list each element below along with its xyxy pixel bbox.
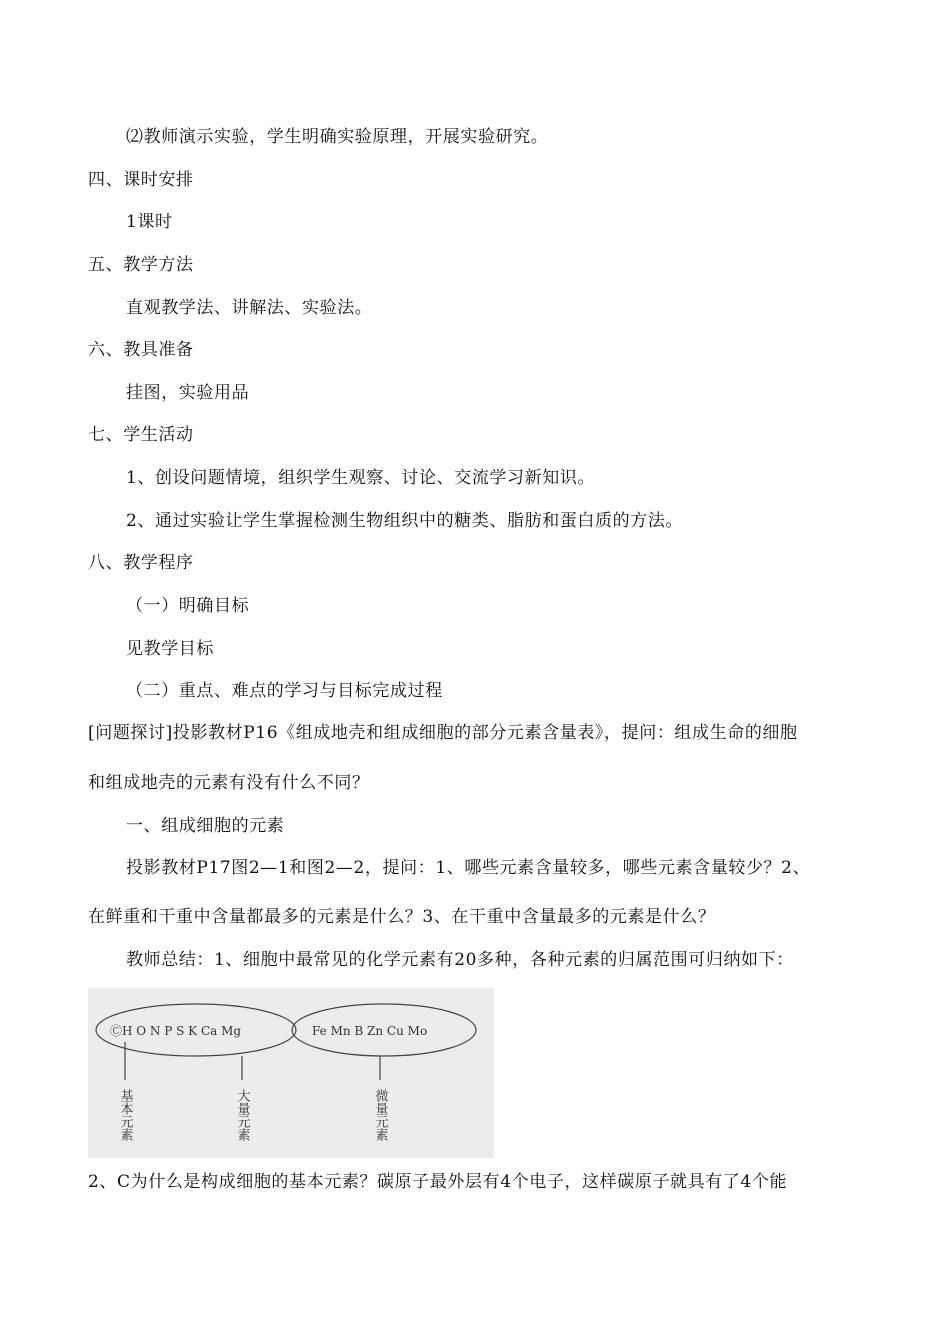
text-line: 直观教学法、讲解法、实验法。 bbox=[126, 298, 373, 318]
section-heading: 五、教学方法 bbox=[88, 255, 194, 275]
text-line: 和组成地壳的元素有没有什么不同？ bbox=[88, 773, 370, 793]
basic-element-label: 基本元素 bbox=[117, 1089, 133, 1141]
subsection-heading: 一、组成细胞的元素 bbox=[126, 816, 285, 836]
text-line: 挂图，实验用品 bbox=[126, 383, 250, 403]
section-heading: 六、教具准备 bbox=[88, 340, 194, 360]
element-classification-figure bbox=[88, 988, 494, 1158]
text-line: 2、通过实验让学生掌握检测生物组织中的糖类、脂肪和蛋白质的方法。 bbox=[126, 511, 684, 531]
text-line: 2、C为什么是构成细胞的基本元素？碳原子最外层有4个电子，这样碳原子就具有了4个能 bbox=[88, 1172, 788, 1192]
section-heading: 七、学生活动 bbox=[88, 425, 194, 445]
subsection-heading: （二）重点、难点的学习与目标完成过程 bbox=[126, 681, 443, 701]
macro-element-list: ⒸH O N P S K Ca Mg bbox=[110, 1024, 242, 1038]
text-line: 1课时 bbox=[126, 212, 173, 232]
text-line: [问题探讨]投影教材P16《组成地壳和组成细胞的部分元素含量表》，提问：组成生命的细胞 bbox=[88, 723, 798, 743]
section-heading: 八、教学程序 bbox=[88, 553, 194, 573]
section-heading: 四、课时安排 bbox=[88, 170, 194, 190]
text-line: 教师总结：1、细胞中最常见的化学元素有20多种，各种元素的归属范围可归纳如下： bbox=[126, 950, 794, 970]
subsection-heading: （一）明确目标 bbox=[126, 596, 250, 616]
text-line: 1、创设问题情境，组织学生观察、讨论、交流学习新知识。 bbox=[126, 468, 596, 488]
text-line: 投影教材P17图2—1和图2—2，提问：1、哪些元素含量较多，哪些元素含量较少？2、 bbox=[126, 858, 811, 878]
text-line: 见教学目标 bbox=[126, 639, 214, 659]
text-line: ⑵教师演示实验，学生明确实验原理，开展实验研究。 bbox=[126, 127, 549, 147]
micro-element-label: 微量元素 bbox=[372, 1089, 388, 1141]
macro-element-label: 大量元素 bbox=[234, 1089, 250, 1141]
text-line: 在鲜重和干重中含量都最多的元素是什么？3、在干重中含量最多的元素是什么？ bbox=[88, 907, 716, 927]
micro-element-list: Fe Mn B Zn Cu Mo bbox=[312, 1024, 428, 1038]
